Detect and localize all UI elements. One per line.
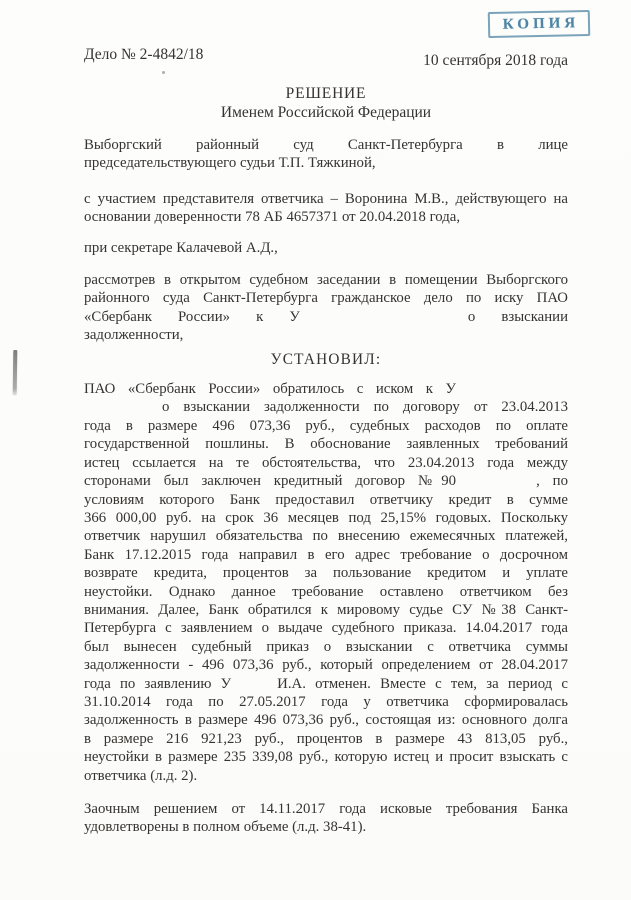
section-heading: УСТАНОВИЛ:	[270, 350, 382, 368]
text-line: неустойки в размере 235 339,08 руб., которую истец и просит взыскать с	[84, 749, 568, 766]
text-line: ПАО «Сбербанк России» обратилось с иском к У	[84, 380, 568, 398]
decision-subtitle: Именем Российской Федерации	[220, 103, 432, 121]
scan-artifact-mark	[13, 350, 18, 394]
text-line: условиям которого Банк предоставил ответчику кредит в сумме	[84, 491, 568, 508]
text-line: ответчика (л.д. 2).	[84, 767, 198, 784]
redaction-gap	[84, 409, 162, 411]
text-line: 31.10.2014 года по 27.05.2017 года у ответчика сформировалась	[84, 693, 568, 710]
redaction-gap	[456, 483, 536, 485]
text-line: истец ссылается на те обстоятельства, что 23.04.2013 года между	[84, 454, 568, 471]
text-line: года по заявлению У И.А. отменен. Вместе с тем, за период с	[84, 675, 569, 692]
text-line: «Сбербанк России» к У о взыскании	[84, 308, 568, 325]
text-line: рассмотрев в открытом судебном заседании в помещении Выборгского	[84, 272, 568, 289]
text-line: Заочным решением от 14.11.2017 года исковые требования Банка	[84, 801, 568, 817]
text-line: с участием представителя ответчика – Воронина М.В., действующего на	[84, 190, 568, 207]
text-line: Выборгский районный суд Санкт-Петербурга в лице	[84, 137, 568, 153]
text-line: возврате кредита, процентов за пользование кредитом и уплате	[84, 565, 568, 582]
text-line: в размере 216 921,23 руб., процентов в размере 43 813,05 руб.,	[84, 730, 568, 747]
decision-title: РЕШЕНИЕ	[285, 85, 367, 102]
text-line: ответчик нарушил обязательства по внесению ежемесячных платежей,	[84, 528, 568, 545]
document-body	[84, 136, 568, 837]
text-line: 366 000,00 руб. на срок 36 месяцев под 25,15% годовых. Поскольку	[84, 509, 568, 526]
text-line: неустойки. Однако данное требование оставлено ответчиком без	[84, 583, 568, 600]
case-number: Дело № 2-4842/18	[84, 46, 204, 63]
redaction-gap	[456, 391, 568, 393]
text-line: года в размере 496 073,36 руб., судебных расходов по оплате	[84, 417, 568, 434]
copy-stamp	[488, 10, 591, 38]
redaction-gap	[231, 686, 277, 688]
text-line: задолженность в размере 496 073,36 руб., состоящая из: основного долга	[84, 712, 568, 729]
text-line: сторонами был заключен кредитный договор №90 , по	[84, 473, 568, 490]
document-content	[84, 45, 568, 837]
text-line: задолженности - 496 073,36 руб., который определением от 28.04.2017	[84, 657, 568, 674]
text-line: задолженности,	[84, 327, 184, 344]
redaction-gap	[300, 319, 468, 321]
copy-stamp-label: КОПИЯ	[502, 14, 580, 33]
text-line: основании доверенности 78 АБ 4657371 от 20.04.2018 года,	[84, 209, 461, 226]
text-line: внимания. Далее, Банк обратился к мировому судье СУ №38 Санкт-	[84, 601, 568, 618]
text-line: удовлетворены в полном объеме (л.д. 38-41).	[84, 819, 367, 836]
text-line: районного суда Санкт-Петербурга гражданское дело по иску ПАО	[84, 290, 568, 307]
text-line: Петербурга с заявлением о выдаче судебного приказа. 14.04.2017 года	[84, 620, 568, 637]
text-line: Банк 17.12.2015 года направил в его адрес требование о досрочном	[84, 546, 568, 563]
text-line: был вынесен судебный приказ о взыскании с ответчика суммы	[84, 638, 568, 655]
text-line: государственной пошлины. В обоснование заявленных требований	[84, 436, 568, 453]
text-line: председательствующего судьи Т.П. Тяжкиной,	[84, 155, 376, 172]
document-date: 10 сентября 2018 года	[423, 52, 568, 69]
text-line: при секретаре Калачевой А.Д.,	[84, 239, 278, 256]
text-line: о взыскании задолженности по договору от 23.04.2013	[84, 398, 568, 416]
document-header	[84, 45, 568, 69]
title-block	[84, 85, 568, 122]
